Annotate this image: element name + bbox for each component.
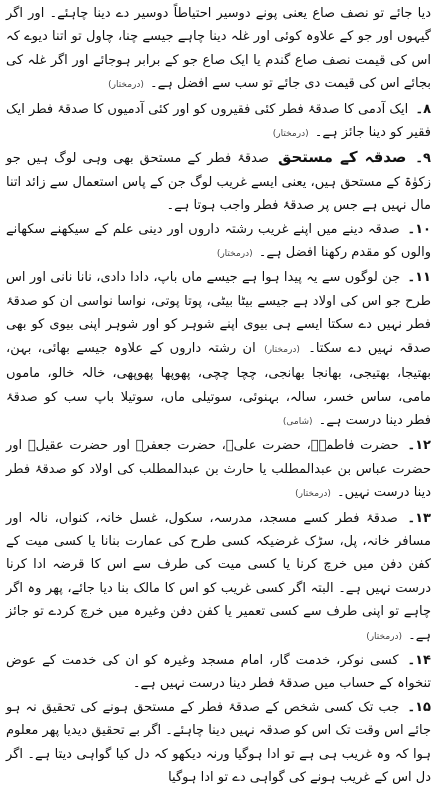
- paragraph-text: جن لوگوں سے یہ پیدا ہوا ہے جیسے ماں باپ، دادا دادی، نانا نانی اور اس طرح جو اس کی اولاد ہے جیسے بیٹا بیٹی، پوتا پوتی، نواسا نواسی ان کو صدقۂ فطر نہیں دے سکتا ایسے ہی بیوی اپنے شوہر کو اور شوہر اپنی بیوی کو بھی صدقہ نہیں دے سکتا۔: [6, 270, 431, 356]
- paragraph-text: جب تک کسی شخص کے صدقۂ فطر کے مستحق ہونے کی تحقیق نہ ہو جائے اس وقت تک اس کو صدقہ نہیں دینا چاہئے۔ اگر بے تحقیق دیدیا پھر معلوم ہوا کہ وہ غریب ہی ہے تو ادا ہوگیا ورنہ دیکھو کہ دل کیا گواہی دیتا ہے۔ اگر دل اس کے غریب ہونے کی گواہی دے تو ادا ہوگیا: [6, 699, 431, 785]
- reference-citation: (درمختار): [272, 129, 309, 140]
- paragraph-text-continued: ان رشتہ داروں کے علاوہ جیسے بھائی، بہن، بھتیجا، بھتیجی، بھانجا بھانجی، چچا چچی، پھوپھا پھوپھی، خالہ خالو، ماموں مامی، ساس خسر، سالہ، بہنوئی، سوتیلی ماں، سوتیلا باپ سب کو صدقۂ فطر دینا درست ہے۔: [6, 340, 431, 428]
- paragraph-13: [6, 507, 431, 649]
- paragraph-11: [6, 266, 431, 434]
- paragraph-text: صدقۂ فطر کے مستحق بھی وہی لوگ ہیں جو زکوٰۃ کے مستحق ہیں، یعنی ایسے غریب لوگ جن کے پاس استعمال سے زائد اتنا مال نہیں ہے جس پر صدقۂ فطر واجب ہوتا ہے۔: [6, 151, 431, 214]
- document-page: [6, 2, 431, 785]
- paragraph-text: دیا جائے تو نصف صاع یعنی پونے دوسیر احتیاطاً دوسیر دے دینا چاہئے۔ اور اگر گیہوں اور جو کے علاوہ کوئی اور غلہ دینا چاہے جیسے چنا، چاول تو اتنا دیوے کہ اس کی قیمت نصف صاع گندم یا ایک صاع جو کے برابر ہوجائے اور اگر غلہ کی بجائے اس کی قیمت دی جائے تو سب سے افضل ہے۔: [6, 6, 431, 92]
- paragraph-text: حضرت فاطمہؓ، حضرت علیؓ، حضرت جعفرؓ اور حضرت عقیلؓ اور حضرت عباس بن عبدالمطلب یا حارث بن عبدالمطلب کی اولاد کو صدقۂ فطر دینا درست نہیں۔: [6, 438, 431, 501]
- paragraph-9: [6, 146, 431, 217]
- paragraph-7-continuation: [6, 2, 431, 98]
- paragraph-number: ۸۔: [415, 101, 431, 117]
- paragraph-text: صدقہ دینے میں اپنے غریب رشتہ داروں اور دینی علم کے سیکھنے سکھانے والوں کو مقدم رکھنا افضل ہے۔: [6, 221, 431, 261]
- paragraph-text: ایک آدمی کا صدقۂ فطر کئی فقیروں کو اور کئی آدمیوں کا صدقۂ فطر ایک فقیر کو دینا جائز ہے۔: [6, 101, 431, 141]
- section-heading: صدقہ کے مستحق: [277, 148, 407, 167]
- paragraph-number: ۱۳۔: [407, 510, 431, 526]
- reference-citation: (شامی): [282, 416, 313, 427]
- paragraph-12: [6, 434, 431, 506]
- paragraph-text: کسی نوکر، خدمت گار، امام مسجد وغیرہ کو ان کی خدمت کے عوض تنخواہ کے حساب میں صدقۂ فطر دینا درست نہیں ہے۔: [6, 652, 431, 692]
- reference-citation: (درمختار): [295, 489, 331, 500]
- paragraph-number: ۱۵۔: [407, 699, 431, 715]
- reference-citation: (درمختار): [216, 249, 253, 260]
- paragraph-10: [6, 218, 431, 267]
- paragraph-15: [6, 696, 431, 789]
- paragraph-text: صدقۂ فطر کسے مسجد، مدرسہ، سکول، غسل خانہ، کنواں، نالہ اور مسافر خانہ، پل، سڑک غرضیکہ کسی طرح کی عمارت بنانا یا کسی میت کے کفن دفن میں خرچ کرنا یا کسی میت کی طرف سے اس کا قرضہ ادا کرنا درست نہیں ہے۔ البتہ اگر کسی غریب کو اس کا مالک بنا دیا جائے، پھر وہ اگر چاہے تو اپنی طرف سے کسی تعمیر یا کفن دفن وغیرہ میں خرچ کردے تو جائز ہے۔: [6, 510, 431, 643]
- paragraph-number: ۱۱۔: [407, 270, 431, 286]
- paragraph-number: ۱۰۔: [407, 221, 431, 237]
- reference-citation: (درمختار): [108, 80, 144, 91]
- reference-citation: (درمختار): [366, 631, 402, 642]
- paragraph-number: ۹۔: [415, 151, 431, 167]
- reference-citation: (درمختار): [264, 344, 300, 355]
- paragraph-14: [6, 649, 431, 696]
- paragraph-number: ۱۲۔: [407, 438, 431, 454]
- paragraph-8: [6, 98, 431, 147]
- paragraph-number: ۱۴۔: [407, 652, 431, 668]
